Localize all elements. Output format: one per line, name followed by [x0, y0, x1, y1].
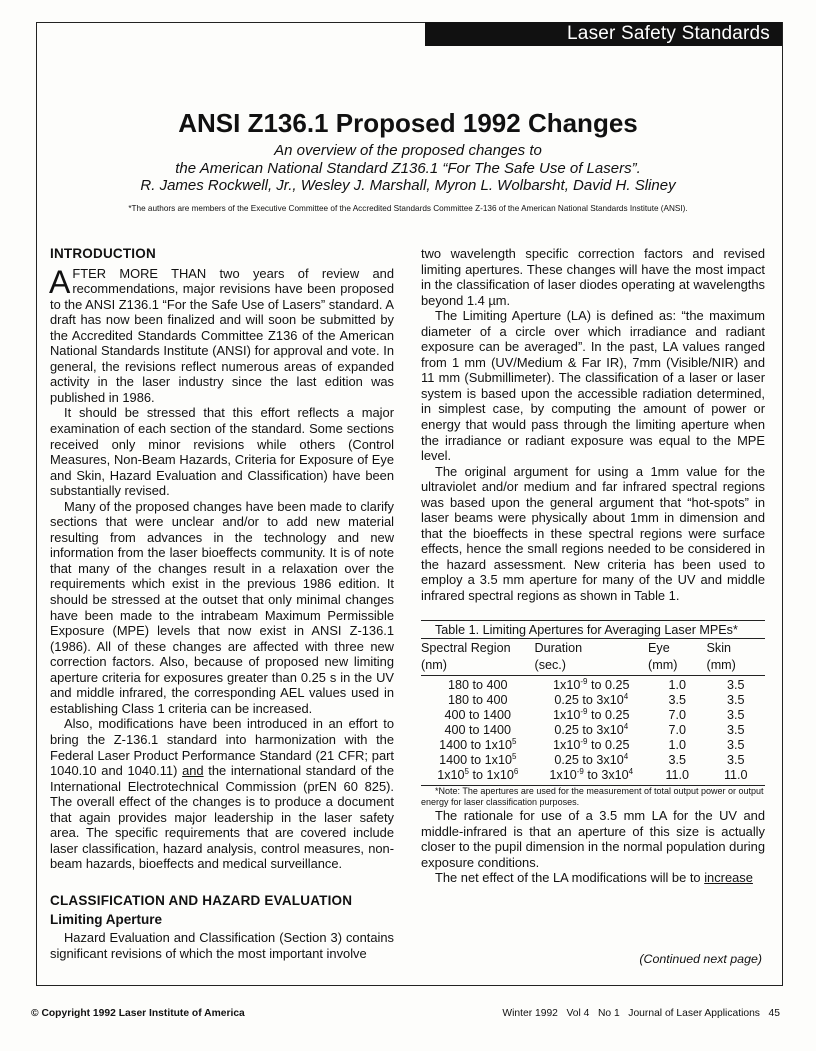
cell-spectral-region: $1x10^5$ to $1x10^6$ — [437, 766, 519, 783]
cell-duration-dur-a: 1x10 — [549, 768, 577, 783]
right-paragraph-2: The Limiting Aperture (LA) is defined as: “the maximum diameter of a circle over which irradiance and radiant exposure can be averaged”. In the past, LA values ranged from 1 mm (UV/Medium & Far IR), 7mm (Visible/NIR) and 11 mm (Submillimeter). The classification of a laser or laser system is based upon the accessible radiation determined, in simplest case, by computing the amount of power or energy that would pass through the limiting aperture when the irradiance or radiant exposure was equal to the MPE level. — [421, 308, 765, 464]
table-row — [421, 708, 765, 723]
header-eye: Eye — [648, 641, 670, 656]
cell-skin-skin: 3.5 — [726, 738, 745, 753]
cell-eye — [648, 738, 706, 753]
table-row — [421, 738, 765, 753]
cell-skin — [707, 708, 766, 723]
cell-duration-dur-be: 4 — [623, 721, 629, 731]
header-duration: Duration — [534, 641, 583, 656]
table-row — [421, 753, 765, 768]
cell-duration-dur-b: 0.25 — [604, 738, 630, 753]
cell-spectral-region: 1400 to $1x10^5$ — [439, 736, 517, 753]
cell-spectral-region-region-b: 1400 — [483, 708, 512, 723]
cell-spectral-region: 180 to 400 — [447, 678, 508, 693]
left-column — [50, 246, 394, 961]
intro-paragraph-4-part-a: Also, modifications have been introduced in an effort to bring the Z-136.1 standard into harmonization with the Federal Laser Product Performance Standard (21 CFR; part 1040.10 and 1040.11) — [50, 716, 394, 779]
right-paragraph-1: two wavelength specific correction factors and revised limiting apertures. These changes will have the most impact in the classification of laser diodes operating at wavelengths beyond 1.4 µm. — [421, 246, 765, 308]
cell-duration-dur-ae: -9 — [576, 766, 584, 776]
cell-eye-eye: 3.5 — [668, 693, 687, 708]
cell-eye — [648, 723, 706, 738]
table-note-text: The apertures are used for the measurement of total output power or output energy for laser classification purposes. — [421, 786, 764, 808]
cell-skin — [707, 676, 766, 694]
cell-duration-dur-a: 0.25 — [554, 693, 579, 708]
intro-paragraph-4 — [50, 716, 394, 871]
cell-spectral-region: 1400 to $1x10^5$ — [439, 751, 517, 768]
intro-paragraph-4-part-b: the international standard of the International Electrotechnical Commission (prEN 60 825). The overall effect of the changes is to produce a document that again provides major leadership in the laser safety area. The specific requirements that are covered include laser classification, hazard analysis, control measures, non-beam hazards, bioeffects and medical surveillance. — [50, 763, 395, 872]
table-1-block — [421, 620, 765, 809]
introduction-heading: INTRODUCTION — [50, 246, 156, 261]
cell-spectral-region-region-b: 400 — [486, 678, 508, 693]
underlined-and: and — [182, 763, 204, 779]
cell-duration: $1x10^{-9}$ to 0.25 — [553, 736, 630, 753]
intro-paragraph-3: Many of the proposed changes have been made to clarify sections that were unclear and/or to add new material resulting from advances in the technology and new information from the laser bioeffects community. It is of note that many of the changes result in a relaxation over the requirements which exist in the previous 1986 edition. It should be stressed at the outset that only minimal changes have been made to the intrabeam Maximum Permissible Exposure (MPE) levels that now exist in ANSI Z-136.1 (1986). All of these changes are affected with three new correction factors. Also, because of proposed new limiting aperture criteria for exposures greater than 0.25 s in the UV and middle infrared, the corresponding AEL values used in establishing Class 1 criteria can be increased. — [50, 498, 394, 716]
cell-duration-dur-a: 1x10 — [553, 708, 581, 723]
cell-eye-eye: 7.0 — [668, 708, 687, 723]
cell-spectral-region-region-b: 400 — [486, 693, 508, 708]
unit-skin: (mm) — [707, 656, 766, 676]
header-skin: Skin — [706, 641, 731, 656]
unit-duration: (sec.) — [535, 656, 649, 676]
author-note: *The authors are members of the Executive Committee of the Accredited Standards Committee Z-136 of the American National Standards Institute (ANSI). — [128, 204, 688, 213]
cell-duration-dur-a: 1x10 — [553, 678, 581, 693]
cell-spectral-region-region-be: 5 — [511, 751, 517, 761]
cell-duration-dur-b: 3x10 — [601, 768, 629, 783]
cell-skin — [707, 723, 766, 738]
table-caption: Table 1. Limiting Apertures for Averaging Laser MPEs* — [435, 622, 738, 637]
intro-paragraph-1 — [49, 263, 394, 406]
cell-spectral-region-region-b: 1x10 — [484, 753, 512, 768]
table-note-label: *Note: — [435, 786, 461, 797]
subtitle-line-2: the American National Standard Z136.1 “For The Safe Use of Lasers”. — [175, 160, 641, 177]
cell-skin-skin: 3.5 — [726, 693, 745, 708]
cell-duration-dur-b: 0.25 — [604, 678, 630, 693]
cell-duration-dur-a: 0.25 — [554, 723, 579, 738]
cell-spectral-region-region-be: 6 — [513, 766, 519, 776]
cell-duration-dur-ae: -9 — [580, 676, 588, 686]
intro-paragraph-2: It should be stressed that this effort reflects a major examination of each section of the standard. Some sections received only minor revisions while others (Control Measures, Non-Beam Hazards, Criteria for Exposure of Eye and Skin, Hazard Evaluation and Classification) have been substantially revised. — [50, 405, 394, 499]
header-spectral-region: Spectral Region — [421, 641, 511, 656]
cell-spectral-region: 400 to 1400 — [444, 708, 512, 723]
cell-spectral-region-region-a: 1x10 — [437, 768, 465, 783]
cell-duration-dur-be: 4 — [628, 766, 634, 776]
unit-eye: (mm) — [648, 656, 706, 676]
cell-duration-dur-ae: -9 — [580, 736, 588, 746]
cell-skin — [707, 753, 766, 768]
table-row — [421, 723, 765, 738]
subtitle-line-1: An overview of the proposed changes to — [274, 142, 542, 159]
cell-duration: 0.25 to $3x10^4$ — [554, 721, 629, 738]
cell-duration-dur-b: 3x10 — [596, 753, 624, 768]
cell-spectral-region-region-b: 1400 — [483, 723, 512, 738]
right-paragraph-5 — [421, 870, 765, 886]
cell-skin-skin: 3.5 — [726, 678, 745, 693]
right-paragraph-3: The original argument for using a 1mm value for the ultraviolet and/or medium and far infrared spectral regions was based upon the general argument that “hot-spots” in laser beams were physically about 1mm in dimension and that the bioeffects in these spectral regions were surface effects, hence the small regions needed to be considered in the hazard assessment. New criteria has been used to employ a 3.5 mm aperture for many of the UV and middle infrared spectral regions as shown in Table 1. — [421, 463, 765, 604]
cell-eye-eye: 11.0 — [665, 768, 690, 783]
intro-paragraph-1-text: FTER MORE THAN two years of review and recommendations, major revisions have been proposed to the ANSI Z136.1 “For the Safe Use of Lasers” standard. A draft has now been finalized and will soon be submitted by the Accredited Standards Committee Z136 of the American National Standards Institute (ANSI) for approval and vote. In general, the revisions reflect numerous areas of expanded activity in the laser industry since the last edition was published in 1986. — [50, 265, 394, 405]
cell-eye-eye: 1.0 — [668, 678, 687, 693]
section-banner: Laser Safety Standards — [425, 22, 782, 46]
right-column — [421, 246, 765, 886]
cell-duration: 0.25 to $3x10^4$ — [554, 691, 629, 708]
cell-spectral-region: 400 to 1400 — [444, 723, 512, 738]
drop-cap: A — [49, 263, 71, 300]
table-row — [421, 693, 765, 708]
table-row — [421, 676, 765, 694]
cell-skin-skin: 11.0 — [723, 768, 748, 783]
author-list: R. James Rockwell, Jr., Wesley J. Marshall, Myron L. Wolbarsht, David H. Sliney — [140, 177, 676, 194]
classification-heading: CLASSIFICATION AND HAZARD EVALUATION — [50, 892, 353, 908]
cell-eye-eye: 7.0 — [668, 723, 687, 738]
cell-duration-dur-be: 4 — [623, 691, 629, 701]
cell-spectral-region-region-a: 180 — [447, 693, 469, 708]
cell-skin — [707, 693, 766, 708]
article-subtitle — [0, 142, 816, 178]
footer-copyright: © Copyright 1992 Laser Institute of America — [31, 1008, 245, 1019]
table-row — [421, 768, 765, 786]
right-paragraph-4: The rationale for use of a 3.5 mm LA for the UV and middle-infrared is that an aperture of this size is actually closer to the pupil dimension in the normal population during exposure conditions. — [421, 808, 765, 870]
cell-spectral-region-region-a: 400 — [444, 723, 466, 738]
cell-spectral-region-region-a: 180 — [447, 678, 469, 693]
right-paragraph-5-lead: The net effect of the LA modifications will be to — [435, 870, 705, 886]
cell-duration-dur-b: 3x10 — [596, 693, 624, 708]
cell-eye-eye: 3.5 — [668, 753, 687, 768]
table-note — [421, 786, 765, 808]
limiting-aperture-subheading: Limiting Aperture — [50, 912, 163, 928]
cell-duration-dur-a: 1x10 — [553, 738, 581, 753]
limiting-aperture-paragraph: Hazard Evaluation and Classification (Section 3) contains significant revisions of which the most important involve — [50, 929, 394, 961]
cell-spectral-region-region-b: 1x10 — [486, 768, 514, 783]
cell-skin — [707, 738, 766, 753]
cell-spectral-region-region-be: 5 — [511, 736, 517, 746]
article-title: ANSI Z136.1 Proposed 1992 Changes — [178, 108, 638, 138]
cell-skin-skin: 3.5 — [726, 708, 745, 723]
cell-spectral-region-region-b: 1x10 — [484, 738, 512, 753]
cell-spectral-region-region-a: 400 — [444, 708, 466, 723]
cell-eye — [648, 676, 706, 694]
footer-issue-info: Winter 1992 Vol 4 No 1 Journal of Laser Applications 45 — [502, 1008, 780, 1019]
cell-duration-dur-a: 0.25 — [554, 753, 579, 768]
cell-spectral-region-region-ae: 5 — [464, 766, 469, 776]
underlined-increase: increase — [704, 870, 753, 886]
cell-spectral-region-region-a: 1400 — [439, 753, 468, 768]
cell-duration: $1x10^{-9}$ to $3x10^4$ — [549, 766, 634, 783]
cell-duration: $1x10^{-9}$ to 0.25 — [553, 706, 630, 723]
cell-duration-dur-ae: -9 — [580, 706, 588, 716]
continued-note: (Continued next page) — [639, 952, 762, 966]
cell-skin-skin: 3.5 — [726, 723, 745, 738]
cell-duration-dur-be: 4 — [623, 751, 629, 761]
cell-skin-skin: 3.5 — [726, 753, 745, 768]
cell-eye — [648, 753, 706, 768]
cell-eye — [648, 768, 706, 786]
unit-spectral-region: (nm) — [421, 656, 535, 676]
cell-spectral-region-region-a: 1400 — [439, 738, 468, 753]
cell-duration-dur-b: 0.25 — [604, 708, 630, 723]
cell-eye-eye: 1.0 — [668, 738, 687, 753]
cell-duration: 0.25 to $3x10^4$ — [554, 751, 629, 768]
cell-eye — [648, 708, 706, 723]
cell-spectral-region: 180 to 400 — [447, 693, 508, 708]
cell-duration-dur-b: 3x10 — [596, 723, 624, 738]
limiting-apertures-table — [421, 638, 765, 786]
cell-duration: $1x10^{-9}$ to 0.25 — [553, 676, 630, 693]
cell-skin — [707, 768, 766, 786]
table-body — [421, 676, 765, 786]
cell-eye — [648, 693, 706, 708]
